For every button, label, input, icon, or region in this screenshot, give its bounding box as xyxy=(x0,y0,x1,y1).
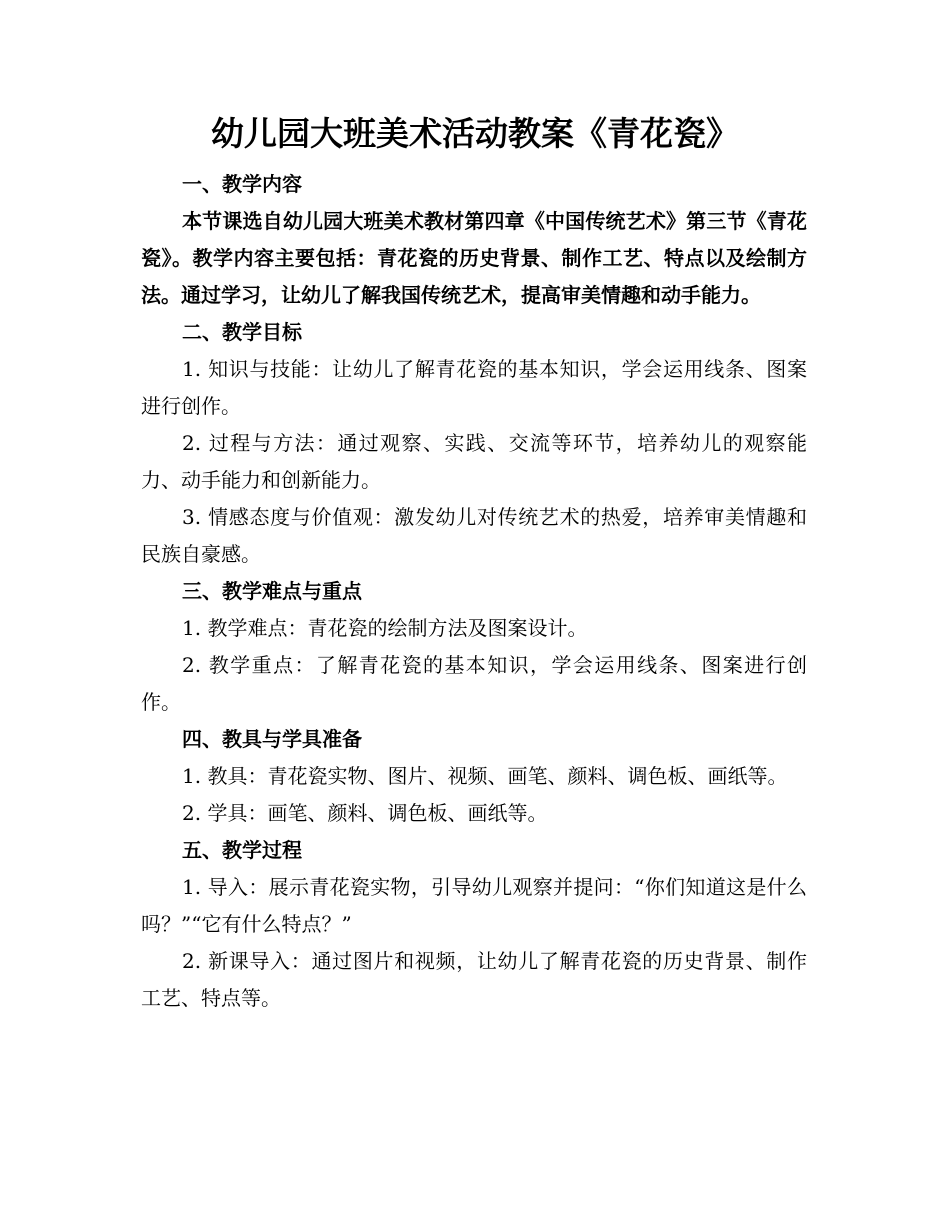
paragraph: 1. 教学难点：青花瓷的绘制方法及图案设计。 xyxy=(182,616,588,640)
paragraph: 2. 学具：画笔、颜料、调色板、画纸等。 xyxy=(182,801,548,825)
section-heading: 一、教学内容 xyxy=(182,172,302,196)
page-title: 幼儿园大班美术活动教案《青花瓷》 xyxy=(211,114,739,153)
paragraph: 本节课选自幼儿园大班美术教材第四章《中国传统艺术》第三节《青花瓷》。教学内容主要包括：青花瓷的历史背景、制作工艺、特点以及绘制方法。通过学习，让幼儿了解我国传统艺术，提高审美情趣和动手能力。 xyxy=(141,209,807,307)
paragraph: 2. 过程与方法：通过观察、实践、交流等环节，培养幼儿的观察能力、动手能力和创新能力。 xyxy=(141,431,807,492)
section-heading: 五、教学过程 xyxy=(182,838,302,862)
section-heading: 四、教具与学具准备 xyxy=(182,727,362,751)
paragraph: 1. 知识与技能：让幼儿了解青花瓷的基本知识，学会运用线条、图案进行创作。 xyxy=(141,357,807,418)
paragraph: 1. 教具：青花瓷实物、图片、视频、画笔、颜料、调色板、画纸等。 xyxy=(182,764,788,788)
paragraph: 2. 教学重点：了解青花瓷的基本知识，学会运用线条、图案进行创作。 xyxy=(141,653,807,714)
section-heading: 二、教学目标 xyxy=(182,320,302,344)
paragraph: 1. 导入：展示青花瓷实物，引导幼儿观察并提问：“你们知道这是什么吗？”“它有什么特点？” xyxy=(141,875,807,936)
section-heading: 三、教学难点与重点 xyxy=(182,579,362,603)
document-body xyxy=(141,166,807,1017)
paragraph: 2. 新课导入：通过图片和视频，让幼儿了解青花瓷的历史背景、制作工艺、特点等。 xyxy=(141,949,807,1010)
paragraph: 3. 情感态度与价值观：激发幼儿对传统艺术的热爱，培养审美情趣和民族自豪感。 xyxy=(141,505,807,566)
